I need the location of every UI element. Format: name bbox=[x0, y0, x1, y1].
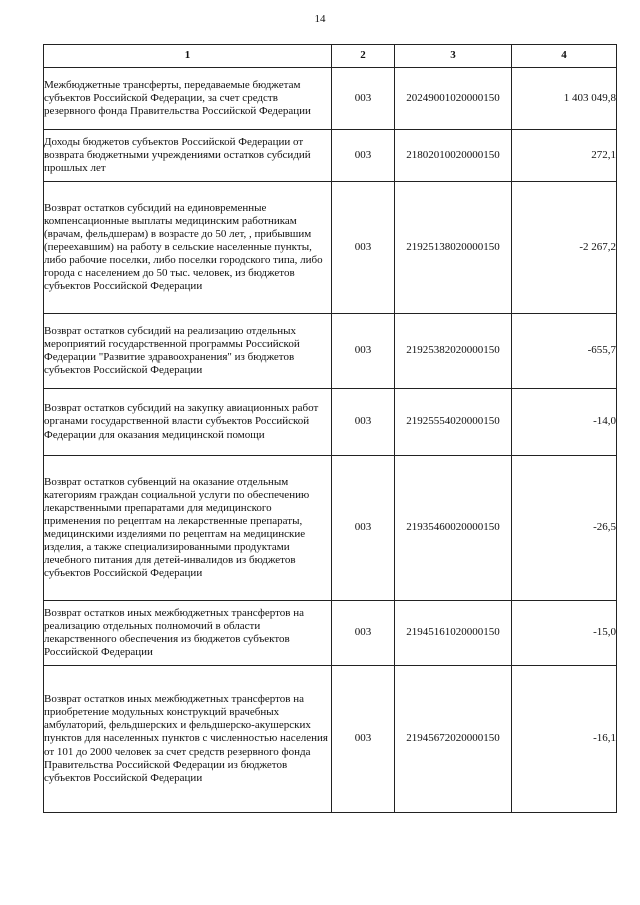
row-budget-code: 21935460020000150 bbox=[395, 456, 512, 601]
row-description: Возврат остатков субсидий на реализацию отдельных мероприятий государственной программы Российской Федерации "Развитие здравоохранения" из бюджетов субъектов Российской Федерации bbox=[44, 314, 332, 389]
row-amount: -14,0 bbox=[512, 389, 617, 456]
row-description: Межбюджетные трансферты, передаваемые бюджетам субъектов Российской Федерации, за счет средств резервного фонда Правительства Российской Федерации bbox=[44, 68, 332, 130]
row-admin-code: 003 bbox=[332, 68, 395, 130]
row-admin-code: 003 bbox=[332, 601, 395, 666]
page-number: 14 bbox=[314, 13, 326, 25]
column-header-4: 4 bbox=[512, 45, 617, 68]
row-budget-code: 20249001020000150 bbox=[395, 68, 512, 130]
column-header-1: 1 bbox=[44, 45, 332, 68]
row-description: Возврат остатков иных межбюджетных трансфертов на приобретение модульных конструкций врачебных амбулаторий, фельдшерских и фельдшерско-акушерских пунктов для населенных пунктов с численностью населения от 101 до 2000 человек за счет средств резервного фонда Правительства Российской Федерации из бюджетов субъектов Российской Федерации bbox=[44, 666, 332, 813]
table-row bbox=[44, 68, 617, 130]
table-row bbox=[44, 130, 617, 182]
row-description: Возврат остатков иных межбюджетных трансфертов на реализацию отдельных полномочий в области лекарственного обеспечения из бюджетов субъектов Российской Федерации bbox=[44, 601, 332, 666]
row-amount: -2 267,2 bbox=[512, 182, 617, 314]
row-budget-code: 21945161020000150 bbox=[395, 601, 512, 666]
row-budget-code: 21945672020000150 bbox=[395, 666, 512, 813]
row-description: Доходы бюджетов субъектов Российской Федерации от возврата бюджетными учреждениями остатков субсидий прошлых лет bbox=[44, 130, 332, 182]
row-description: Возврат остатков субсидий на закупку авиационных работ органами государственной власти субъектов Российской Федерации для оказания медицинской помощи bbox=[44, 389, 332, 456]
row-description: Возврат остатков субвенций на оказание отдельным категориям граждан социальной услуги по обеспечению лекарственными препаратами для медицинского применения по рецептам на лекарственные препараты, медицинскими изделиями по рецептам на медицинские изделия, а также специализированными продуктами лечебного питания для детей-инвалидов из бюджетов субъектов Российской Федерации bbox=[44, 456, 332, 601]
table-header-row bbox=[44, 45, 617, 68]
row-budget-code: 21802010020000150 bbox=[395, 130, 512, 182]
row-amount: -655,7 bbox=[512, 314, 617, 389]
row-amount: -15,0 bbox=[512, 601, 617, 666]
table-row bbox=[44, 314, 617, 389]
table-row bbox=[44, 601, 617, 666]
row-amount: -26,5 bbox=[512, 456, 617, 601]
row-admin-code: 003 bbox=[332, 456, 395, 601]
table-row bbox=[44, 666, 617, 813]
budget-revenue-table bbox=[43, 44, 617, 813]
row-admin-code: 003 bbox=[332, 666, 395, 813]
row-admin-code: 003 bbox=[332, 389, 395, 456]
row-admin-code: 003 bbox=[332, 182, 395, 314]
column-header-3: 3 bbox=[395, 45, 512, 68]
row-admin-code: 003 bbox=[332, 314, 395, 389]
row-budget-code: 21925138020000150 bbox=[395, 182, 512, 314]
row-amount: 1 403 049,8 bbox=[512, 68, 617, 130]
row-budget-code: 21925382020000150 bbox=[395, 314, 512, 389]
table-row bbox=[44, 182, 617, 314]
column-header-2: 2 bbox=[332, 45, 395, 68]
row-description: Возврат остатков субсидий на единовременные компенсационные выплаты медицинским работникам (врачам, фельдшерам) в возрасте до 50 лет, , прибывшим (переехавшим) на работу в сельские населенные пункты, либо рабочие поселки, либо поселки городского типа, либо города с населением до 50 тыс. человек, из бюджетов субъектов Российской Федерации bbox=[44, 182, 332, 314]
table-row bbox=[44, 389, 617, 456]
table-row bbox=[44, 456, 617, 601]
row-amount: 272,1 bbox=[512, 130, 617, 182]
row-admin-code: 003 bbox=[332, 130, 395, 182]
row-budget-code: 21925554020000150 bbox=[395, 389, 512, 456]
row-amount: -16,1 bbox=[512, 666, 617, 813]
